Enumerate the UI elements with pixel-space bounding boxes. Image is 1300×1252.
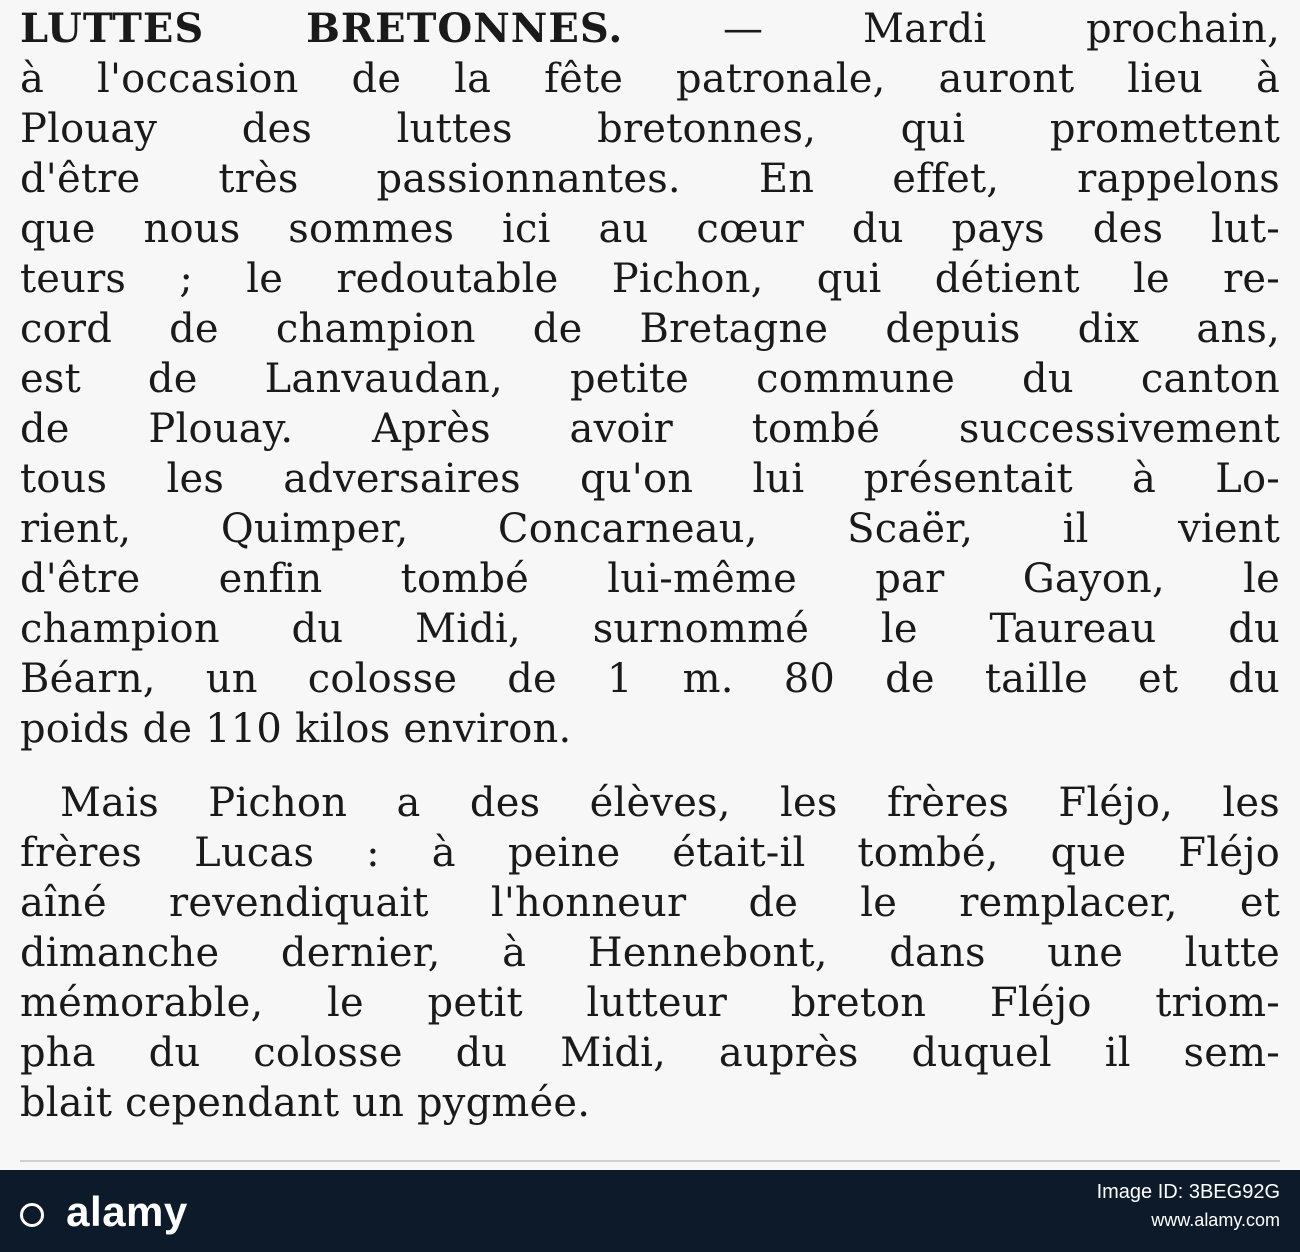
stock-banner <box>0 1170 1300 1252</box>
article-line-20: mémorable, le petit lutteur breton Fléjo triom- <box>20 980 1280 1026</box>
article-line-19: dimanche dernier, à Hennebont, dans une lutte <box>20 930 1280 976</box>
stock-logo-text: alamy <box>66 1188 188 1235</box>
stock-url: www.alamy.com <box>1151 1210 1280 1230</box>
article-line-14: Béarn, un colosse de 1 m. 80 de taille et du <box>20 656 1280 702</box>
article-line-1-text: — Mardi prochain, <box>723 6 1280 52</box>
article-line-17: frères Lucas : à peine était-il tombé, que Fléjo <box>20 830 1280 876</box>
article-line-10: tous les adversaires qu'on lui présentait à Lo- <box>20 456 1280 502</box>
stock-image-id: Image ID: 3BEG92G <box>1096 1181 1280 1203</box>
article-line-4: d'être très passionnantes. En effet, rappelons <box>20 156 1280 202</box>
stock-logo <box>20 1188 188 1236</box>
article-line-6: teurs ; le redoutable Pichon, qui détient le re- <box>20 256 1280 302</box>
stock-meta <box>1097 1178 1280 1234</box>
article-line-1 <box>20 6 1280 52</box>
article-line-15: poids de 110 kilos environ. <box>20 706 572 752</box>
article-line-11: rient, Quimper, Concarneau, Scaër, il vient <box>20 506 1280 552</box>
article-line-2: à l'occasion de la fête patronale, auront lieu à <box>20 56 1280 102</box>
article-line-8: est de Lanvaudan, petite commune du canton <box>20 356 1280 402</box>
article-line-13: champion du Midi, surnommé le Taureau du <box>20 606 1280 652</box>
article-line-9: de Plouay. Après avoir tombé successivement <box>20 406 1280 452</box>
article-line-12: d'être enfin tombé lui-même par Gayon, le <box>20 556 1280 602</box>
alamy-logo-icon <box>20 1203 44 1227</box>
article-line-3: Plouay des luttes bretonnes, qui promettent <box>20 106 1280 152</box>
article-line-21: pha du colosse du Midi, auprès duquel il sem- <box>20 1030 1280 1076</box>
article-line-7: cord de champion de Bretagne depuis dix ans, <box>20 306 1280 352</box>
article-line-16: Mais Pichon a des élèves, les frères Fléjo, les <box>60 780 1280 826</box>
article-line-5: que nous sommes ici au cœur du pays des lut- <box>20 206 1280 252</box>
article-line-18: aîné revendiquait l'honneur de le remplacer, et <box>20 880 1280 926</box>
article-title: LUTTES BRETONNES. <box>20 6 624 52</box>
article-line-22: blait cependant un pygmée. <box>20 1080 591 1126</box>
